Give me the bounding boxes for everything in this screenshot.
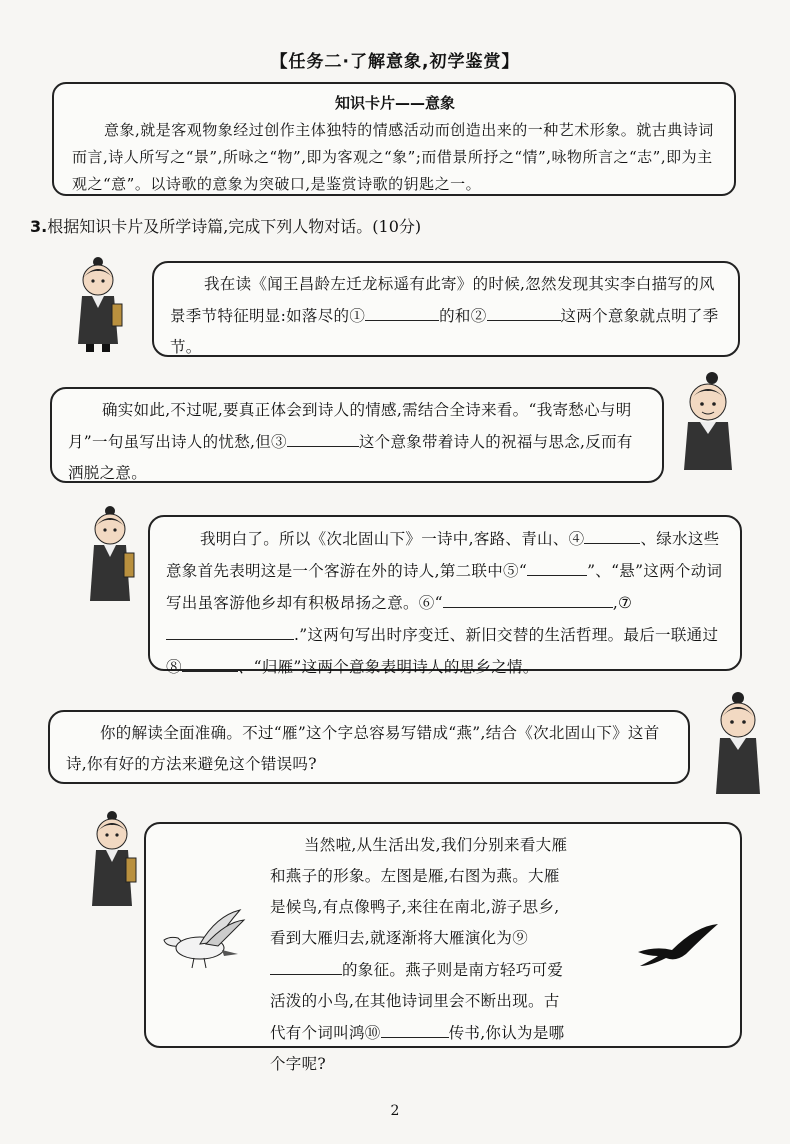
blank-4[interactable] [584,523,640,544]
dialogue-1-text-a: 我在读《闻王昌龄左迁龙标遥有此寄》的时候,忽然发现其实李白描写的风景季节特征明显:如落尽的① [170,275,715,325]
knowledge-card-body: 意象,就是客观物象经过创作主体独特的情感活动而创造出来的一种艺术形象。就古典诗词而言,诗人所写之“景”,所咏之“物”,即为客观之“象”;而借景所抒之“情”,咏物所言之“志”,即为主观之“意”。以诗歌的意象为突破口,是鉴赏诗歌的钥匙之一。 [72,121,714,193]
blank-1[interactable] [365,300,439,321]
dialogue-5-text-c: 传书,你认为是哪个字呢? [270,1024,565,1073]
dialogue-5-text-b: 的象征。燕子则是南方轻巧可爱活泼的小鸟,在其他诗词里会不断出现。古代有个词叫鸿⑩ [270,961,564,1042]
dialogue-3-text-c: ”、“悬”这两个动词写出虽客游他乡却有积极昂扬之意。⑥“ [166,562,723,612]
blank-8[interactable] [182,651,238,672]
student-girl-figure [672,370,742,478]
blank-2[interactable] [487,300,561,321]
dialogue-1-text-b: 的和② [439,307,487,325]
dialogue-bubble-4 [48,710,690,784]
question-text: 根据知识卡片及所学诗篇,完成下列人物对话。(10分) [47,217,422,236]
blank-7[interactable] [166,619,294,640]
dialogue-4-text: 你的解读全面准确。不过“雁”这个字总容易写错成“燕”,结合《次北固山下》这首诗,你有好的方法来避免这个错误吗? [66,724,660,773]
dialogue-1-text-c: 这两个意象就点明了季节。 [170,307,719,356]
blank-9[interactable] [270,954,342,975]
dialogue-5-text-a: 当然啦,从生活出发,我们分别来看大雁和燕子的形象。左图是雁,右图为燕。大雁是候鸟,有点像鸭子,来往在南北,游子思乡,看到大雁归去,就逐渐将大雁演化为⑨ [270,836,568,947]
wild-goose-illustration [156,908,246,972]
blank-10[interactable] [381,1017,449,1038]
swallow-illustration [636,922,720,972]
dialogue-bubble-1 [152,261,740,357]
blank-6[interactable] [443,587,613,608]
dialogue-3-text-d: ,⑦ [612,594,633,612]
page-number: 2 [390,1103,400,1119]
knowledge-card-title: 知识卡片——意象 [334,94,455,112]
blank-5[interactable] [527,555,587,576]
student-boy-figure-2 [80,505,150,613]
knowledge-card [52,82,736,196]
student-boy-figure-3 [706,690,772,800]
blank-3[interactable] [287,426,359,447]
dialogue-3-text-e: .”这两句写出时序变迁、新旧交替的生活哲理。最后一联通过⑧ [166,626,719,676]
question-3 [30,214,421,237]
student-boy-figure-1 [68,256,138,356]
dialogue-2-text-a: 确实如此,不过呢,要真正体会到诗人的情感,需结合全诗来看。“我寄愁心与明月”一句虽写出诗人的忧愁,但③ [68,401,632,451]
dialogue-2-text-b: 这个意象带着诗人的祝福与思念,反而有洒脱之意。 [68,433,633,482]
dialogue-bubble-3 [148,515,742,676]
student-boy-figure-4 [82,810,152,918]
question-number: 3. [30,217,48,236]
dialogue-3-text-b: 、绿水这些意象首先表明这是一个客游在外的诗人,第二联中⑤“ [166,530,720,580]
dialogue-bubble-2 [50,387,664,483]
section-title: 【任务二·了解意象,初学鉴赏】 [270,52,520,72]
dialogue-3-text-f: 、“归雁”这两个意象表明诗人的思乡之情。 [237,658,539,676]
dialogue-3-text-a: 我明白了。所以《次北固山下》一诗中,客路、青山、④ [200,530,585,548]
